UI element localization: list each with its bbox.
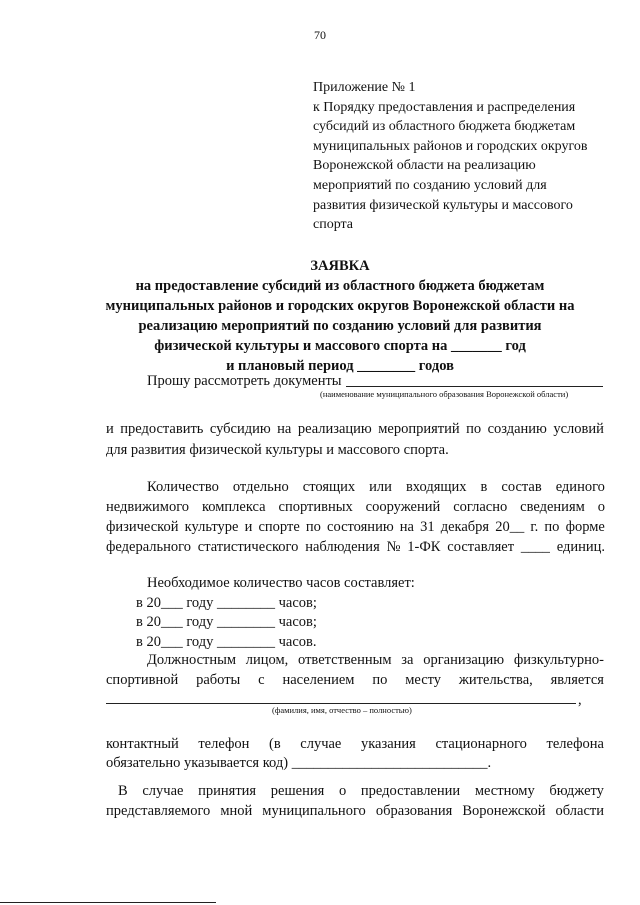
- appendix-line: субсидий из областного бюджета бюджетам: [313, 119, 576, 135]
- word: организацию: [423, 652, 505, 668]
- appendix-line: к Порядку предоставления и распределения: [313, 99, 576, 115]
- word: области: [555, 803, 604, 819]
- title-line: на предоставление субсидий из областного бюджета бюджетам: [135, 278, 545, 294]
- word: с: [258, 672, 265, 688]
- word: по: [466, 421, 482, 437]
- word: за: [401, 652, 414, 668]
- quantity-line-3: [106, 517, 605, 538]
- decision-line-1: [118, 781, 604, 802]
- word: контактный: [106, 736, 179, 752]
- word: сооружений: [365, 499, 441, 515]
- word: единого: [555, 479, 605, 495]
- appendix-line: Приложение № 1: [313, 80, 416, 95]
- word: ответственным: [298, 652, 392, 668]
- word: декабря: [440, 519, 490, 535]
- word: №: [386, 539, 401, 555]
- official-name-field-line: [106, 703, 576, 704]
- word: о: [597, 499, 605, 515]
- word: Должностным: [147, 652, 237, 668]
- quantity-line-1: [147, 477, 605, 498]
- word: 31: [420, 519, 435, 535]
- hours-intro: Необходимое количество часов составляет:: [147, 575, 415, 591]
- word: случае: [142, 783, 184, 799]
- word: телефона: [546, 736, 604, 752]
- word: входящих: [405, 479, 467, 495]
- word: федерального: [106, 539, 191, 555]
- word: жительства,: [458, 672, 533, 688]
- word: 20__: [495, 519, 525, 535]
- word: созданию: [487, 421, 547, 437]
- word: на: [277, 421, 292, 437]
- word: Количество: [147, 479, 219, 495]
- word: состоянию: [327, 519, 394, 535]
- phone-line-1: [106, 734, 604, 755]
- word: лицом,: [245, 652, 289, 668]
- word: Воронежской: [462, 803, 546, 819]
- word: спорте: [258, 519, 300, 535]
- word: работы: [196, 672, 241, 688]
- hours-row: в 20___ году ________ часов;: [136, 595, 317, 611]
- word: составляет: [447, 539, 515, 555]
- quantity-line-4: [106, 537, 605, 558]
- word: единиц.: [556, 539, 605, 555]
- word: сведениям: [520, 499, 585, 515]
- word: бюджету: [549, 783, 604, 799]
- word: предоставлении: [360, 783, 461, 799]
- title-line: физической культуры и массового спорта на _______ год: [154, 338, 526, 354]
- provide-line-2: для развития физической культуры и массового спорта.: [106, 442, 449, 458]
- appendix-block: [313, 78, 613, 235]
- word: населением: [282, 672, 355, 688]
- word: реализацию: [297, 421, 372, 437]
- title-line: реализацию мероприятий по созданию условий для развития: [138, 318, 542, 334]
- appendix-line: мероприятий по созданию условий для: [313, 177, 547, 193]
- word: физической: [106, 519, 179, 535]
- word: статистического: [197, 539, 299, 555]
- word: по: [305, 519, 321, 535]
- footnote-separator: [0, 902, 216, 903]
- word: 1-ФК: [407, 539, 441, 555]
- appendix-line: Воронежской области на реализацию: [313, 158, 536, 174]
- word: образования: [375, 803, 453, 819]
- provide-line-1: [106, 419, 604, 440]
- official-comma: ,: [578, 692, 582, 708]
- page-number: 70: [314, 28, 326, 42]
- municipality-caption: (наименование муниципального образования Воронежской области): [320, 389, 569, 399]
- word: по: [544, 519, 560, 535]
- title-line: муниципальных районов и городских округов Воронежской области на: [105, 298, 575, 314]
- word: принятия: [198, 783, 257, 799]
- official-line-2: [106, 670, 604, 691]
- word: телефон: [198, 736, 250, 752]
- word: культуре: [184, 519, 239, 535]
- hours-row: в 20___ году ________ часов.: [136, 634, 317, 650]
- phone-line-2: обязательно указывается код) ___________________________.: [106, 755, 492, 771]
- word: наблюдения: [305, 539, 380, 555]
- word: физкультурно-: [513, 652, 604, 668]
- title-heading: ЗАЯВКА: [310, 258, 370, 274]
- word: о: [338, 783, 347, 799]
- word: решения: [270, 783, 325, 799]
- word: спортивной: [106, 672, 179, 688]
- word: мной: [220, 803, 253, 819]
- quantity-line-2: [106, 497, 605, 518]
- appendix-line: развития физической культуры и массового: [313, 197, 573, 213]
- application-title: [60, 256, 620, 376]
- word: и: [244, 519, 253, 535]
- municipality-field-line: [346, 386, 603, 387]
- word: стационарного: [435, 736, 527, 752]
- word: местному: [474, 783, 535, 799]
- word: месту: [405, 672, 442, 688]
- word: состав: [501, 479, 542, 495]
- word: является: [550, 672, 604, 688]
- word: по: [372, 672, 388, 688]
- word: (в: [268, 736, 281, 752]
- word: случае: [300, 736, 342, 752]
- word: муниципального: [262, 803, 366, 819]
- title-line: и плановый период ________ годов: [226, 358, 454, 374]
- word: г.: [530, 519, 539, 535]
- word: в: [480, 479, 488, 495]
- word: условий: [553, 421, 604, 437]
- word: и: [106, 421, 114, 437]
- word: комплекса: [201, 499, 266, 515]
- word: отдельно: [232, 479, 289, 495]
- official-caption: (фамилия, имя, отчество – полностью): [272, 705, 412, 715]
- word: представляемого: [106, 803, 211, 819]
- word: согласно: [453, 499, 508, 515]
- request-label: Прошу рассмотреть документы: [147, 373, 342, 389]
- appendix-line: муниципальных районов и городских округов: [313, 138, 588, 154]
- appendix-line: спорта: [313, 217, 354, 233]
- word: на: [399, 519, 414, 535]
- word: форме: [565, 519, 605, 535]
- word: недвижимого: [106, 499, 190, 515]
- word: предоставить: [120, 421, 204, 437]
- decision-line-2: [106, 801, 604, 822]
- word: ____: [520, 539, 550, 555]
- official-line-1: [147, 650, 604, 671]
- hours-row: в 20___ году ________ часов;: [136, 614, 317, 630]
- word: В: [118, 783, 128, 799]
- word: указания: [360, 736, 416, 752]
- word: субсидию: [209, 421, 271, 437]
- word: или: [369, 479, 392, 495]
- word: спортивных: [278, 499, 353, 515]
- word: мероприятий: [378, 421, 460, 437]
- word: стоящих: [302, 479, 356, 495]
